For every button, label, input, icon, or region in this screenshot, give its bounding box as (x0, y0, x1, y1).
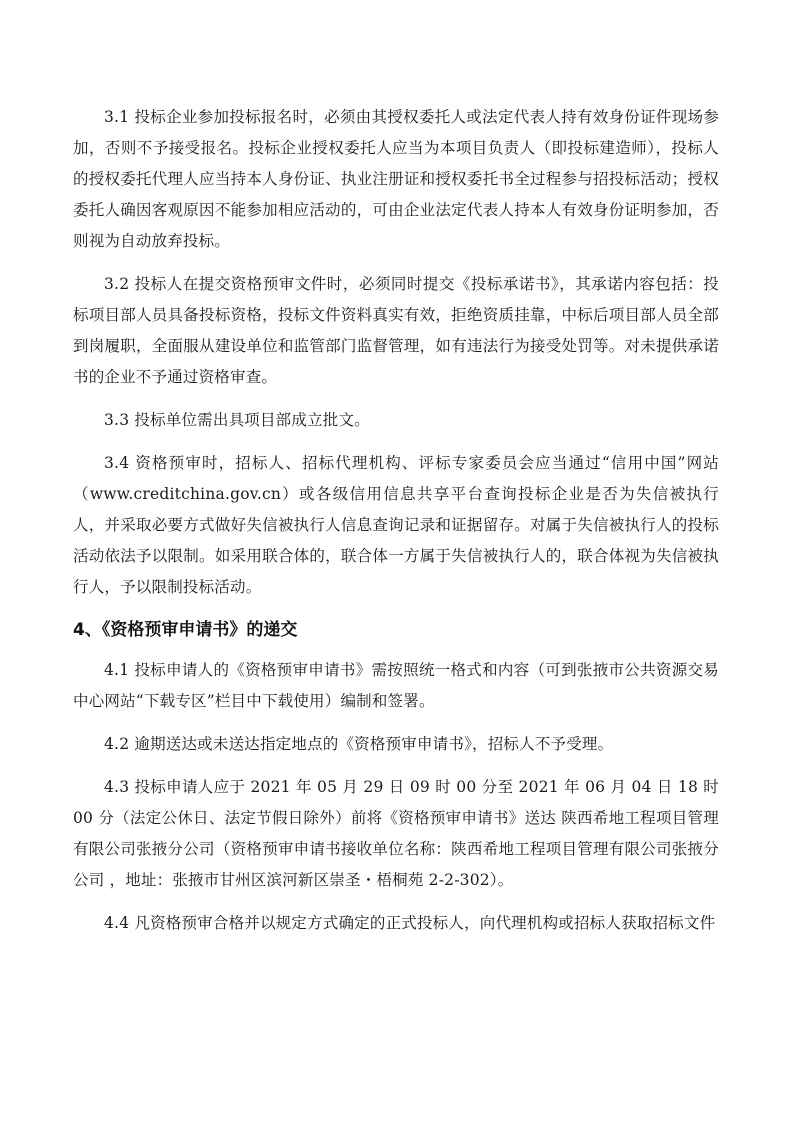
paragraph-3-1: 3.1 投标企业参加投标报名时，必须由其授权委托人或法定代表人持有效身份证件现场参加，否则不予接受报名。投标企业授权委托人应当为本项目负责人（即投标建造师），投标人的授权委托代理人应当持本人身份证、执业注册证和授权委托书全过程参与招投标活动；授权委托人确因客观原因不能参加相应活动的，可由企业法定代表人持本人有效身份证明参加，否则视为自动放弃投标。 (73, 108, 719, 250)
paragraph-4-1: 4.1 投标申请人的《资格预审申请书》需按照统一格式和内容（可到张掖市公共资源交易中心网站“下载专区”栏目中下载使用）编制和签署。 (73, 661, 719, 710)
paragraph-3-2: 3.2 投标人在提交资格预审文件时，必须同时提交《投标承诺书》，其承诺内容包括：投标项目部人员具备投标资格，投标文件资料真实有效，拒绝资质挂靠，中标后项目部人员全部到岗履职，全面服从建设单位和监管部门监督管理，如有违法行为接受处罚等。对未提供承诺书的企业不予通过资格审查。 (73, 275, 719, 386)
paragraph-3-4: 3.4 资格预审时，招标人、招标代理机构、评标专家委员会应当通过“信用中国”网站（www.creditchina.gov.cn）或各级信用信息共享平台查询投标企业是否为失信被执行人，并采取必要方式做好失信被执行人信息查询记录和证据留存。对属于失信被执行人的投标活动依法予以限制。如采用联合体的，联合体一方属于失信被执行人的，联合体视为失信被执行人，予以限制投标活动。 (73, 454, 719, 596)
document-page (73, 102, 719, 951)
paragraph-4-4: 4.4 凡资格预审合格并以规定方式确定的正式投标人，向代理机构或招标人获取招标文件 (104, 914, 716, 932)
paragraph-4-2: 4.2 逾期送达或未送达指定地点的《资格预审申请书》，招标人不予受理。 (104, 735, 614, 753)
paragraph-4-3: 4.3 投标申请人应于 2021 年 05 月 29 日 09 时 00 分至 2021 年 06 月 04 日 18 时 00 分（法定公休日、法定节假日除外）前将《资格预审申请书》送达 陕西希地工程项目管理有限公司张掖分公司（资格预审申请书接收单位名称：陕西希地工程项目管理有限公司张掖分公司 ，地址：张掖市甘州区滨河新区崇圣・梧桐苑 2-2-302）。 (73, 778, 719, 889)
section-4-heading: 4、《资格预审申请书》的递交 (73, 620, 298, 640)
paragraph-3-3: 3.3 投标单位需出具项目部成立批文。 (104, 411, 370, 429)
